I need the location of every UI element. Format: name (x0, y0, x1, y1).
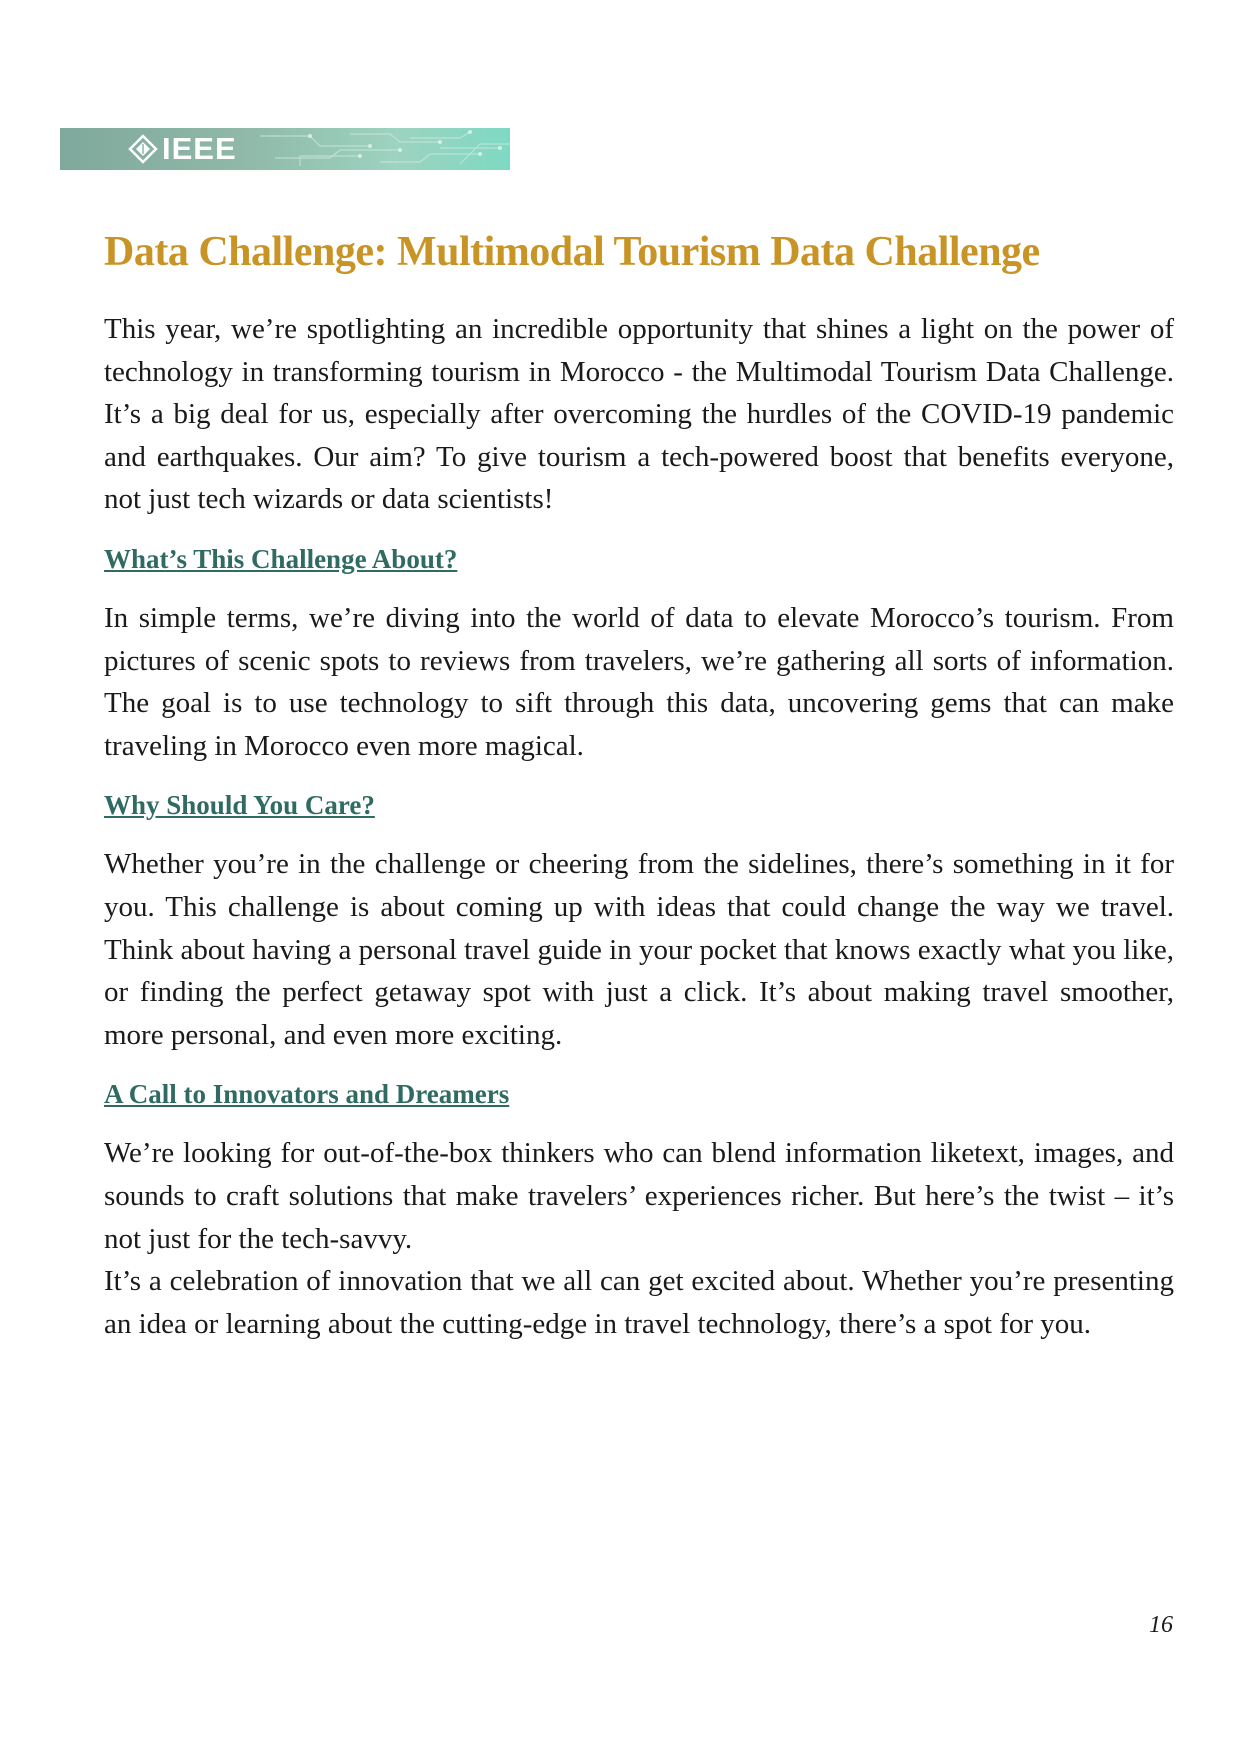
intro-paragraph: This year, we’re spotlighting an incredible opportunity that shines a light on the power of technology in transforming tourism in Morocco - the Multimodal Tourism Data Challenge. It’s a big deal for us, especially after overcoming the hurdles of the COVID-19 pandemic and earthquakes. Our aim? To give tourism a tech-powered boost that benefits everyone, not just tech wizards or data scientists! (104, 313, 1174, 516)
section-heading-about: What’s This Challenge About? (104, 543, 458, 574)
ieee-logo-text: IEEE (162, 131, 237, 166)
page-number: 16 (1149, 1612, 1173, 1638)
page-title: Data Challenge: Multimodal Tourism Data Challenge (104, 229, 1040, 275)
section-paragraph-celebration: It’s a celebration of innovation that we all can get excited about. Whether you’re presenting an idea or learning about the cutting-edge in travel technology, there’s a spot for you. (104, 1265, 1174, 1340)
ieee-header-banner (60, 128, 510, 170)
section-paragraph-about: In simple terms, we’re diving into the world of data to elevate Morocco’s tourism. From pictures of scenic spots to reviews from travelers, we’re gathering all sorts of information. The goal is to use technology to sift through this data, uncovering gems that can make traveling in Morocco even more magical. (104, 601, 1174, 762)
ieee-logo (128, 132, 237, 166)
article-body (104, 308, 1174, 1345)
section-paragraph-innovators: We’re looking for out-of-the-box thinkers who can blend information liketext, images, and sounds to craft solutions that make travelers’ experiences richer. But here’s the twist – it’s not just for the tech-savvy. (104, 1137, 1174, 1255)
section-heading-care: Why Should You Care? (104, 790, 375, 821)
section-heading-innovators: A Call to Innovators and Dreamers (104, 1079, 510, 1110)
section-paragraph-care: Whether you’re in the challenge or cheering from the sidelines, there’s something in it for you. This challenge is about coming up with ideas that could change the way we travel. Think about having a personal travel guide in your pocket that knows exactly what you like, or finding the perfect getaway spot with just a click. It’s about making travel smoother, more personal, and even more exciting. (104, 848, 1174, 1051)
ieee-diamond-icon (128, 134, 158, 164)
